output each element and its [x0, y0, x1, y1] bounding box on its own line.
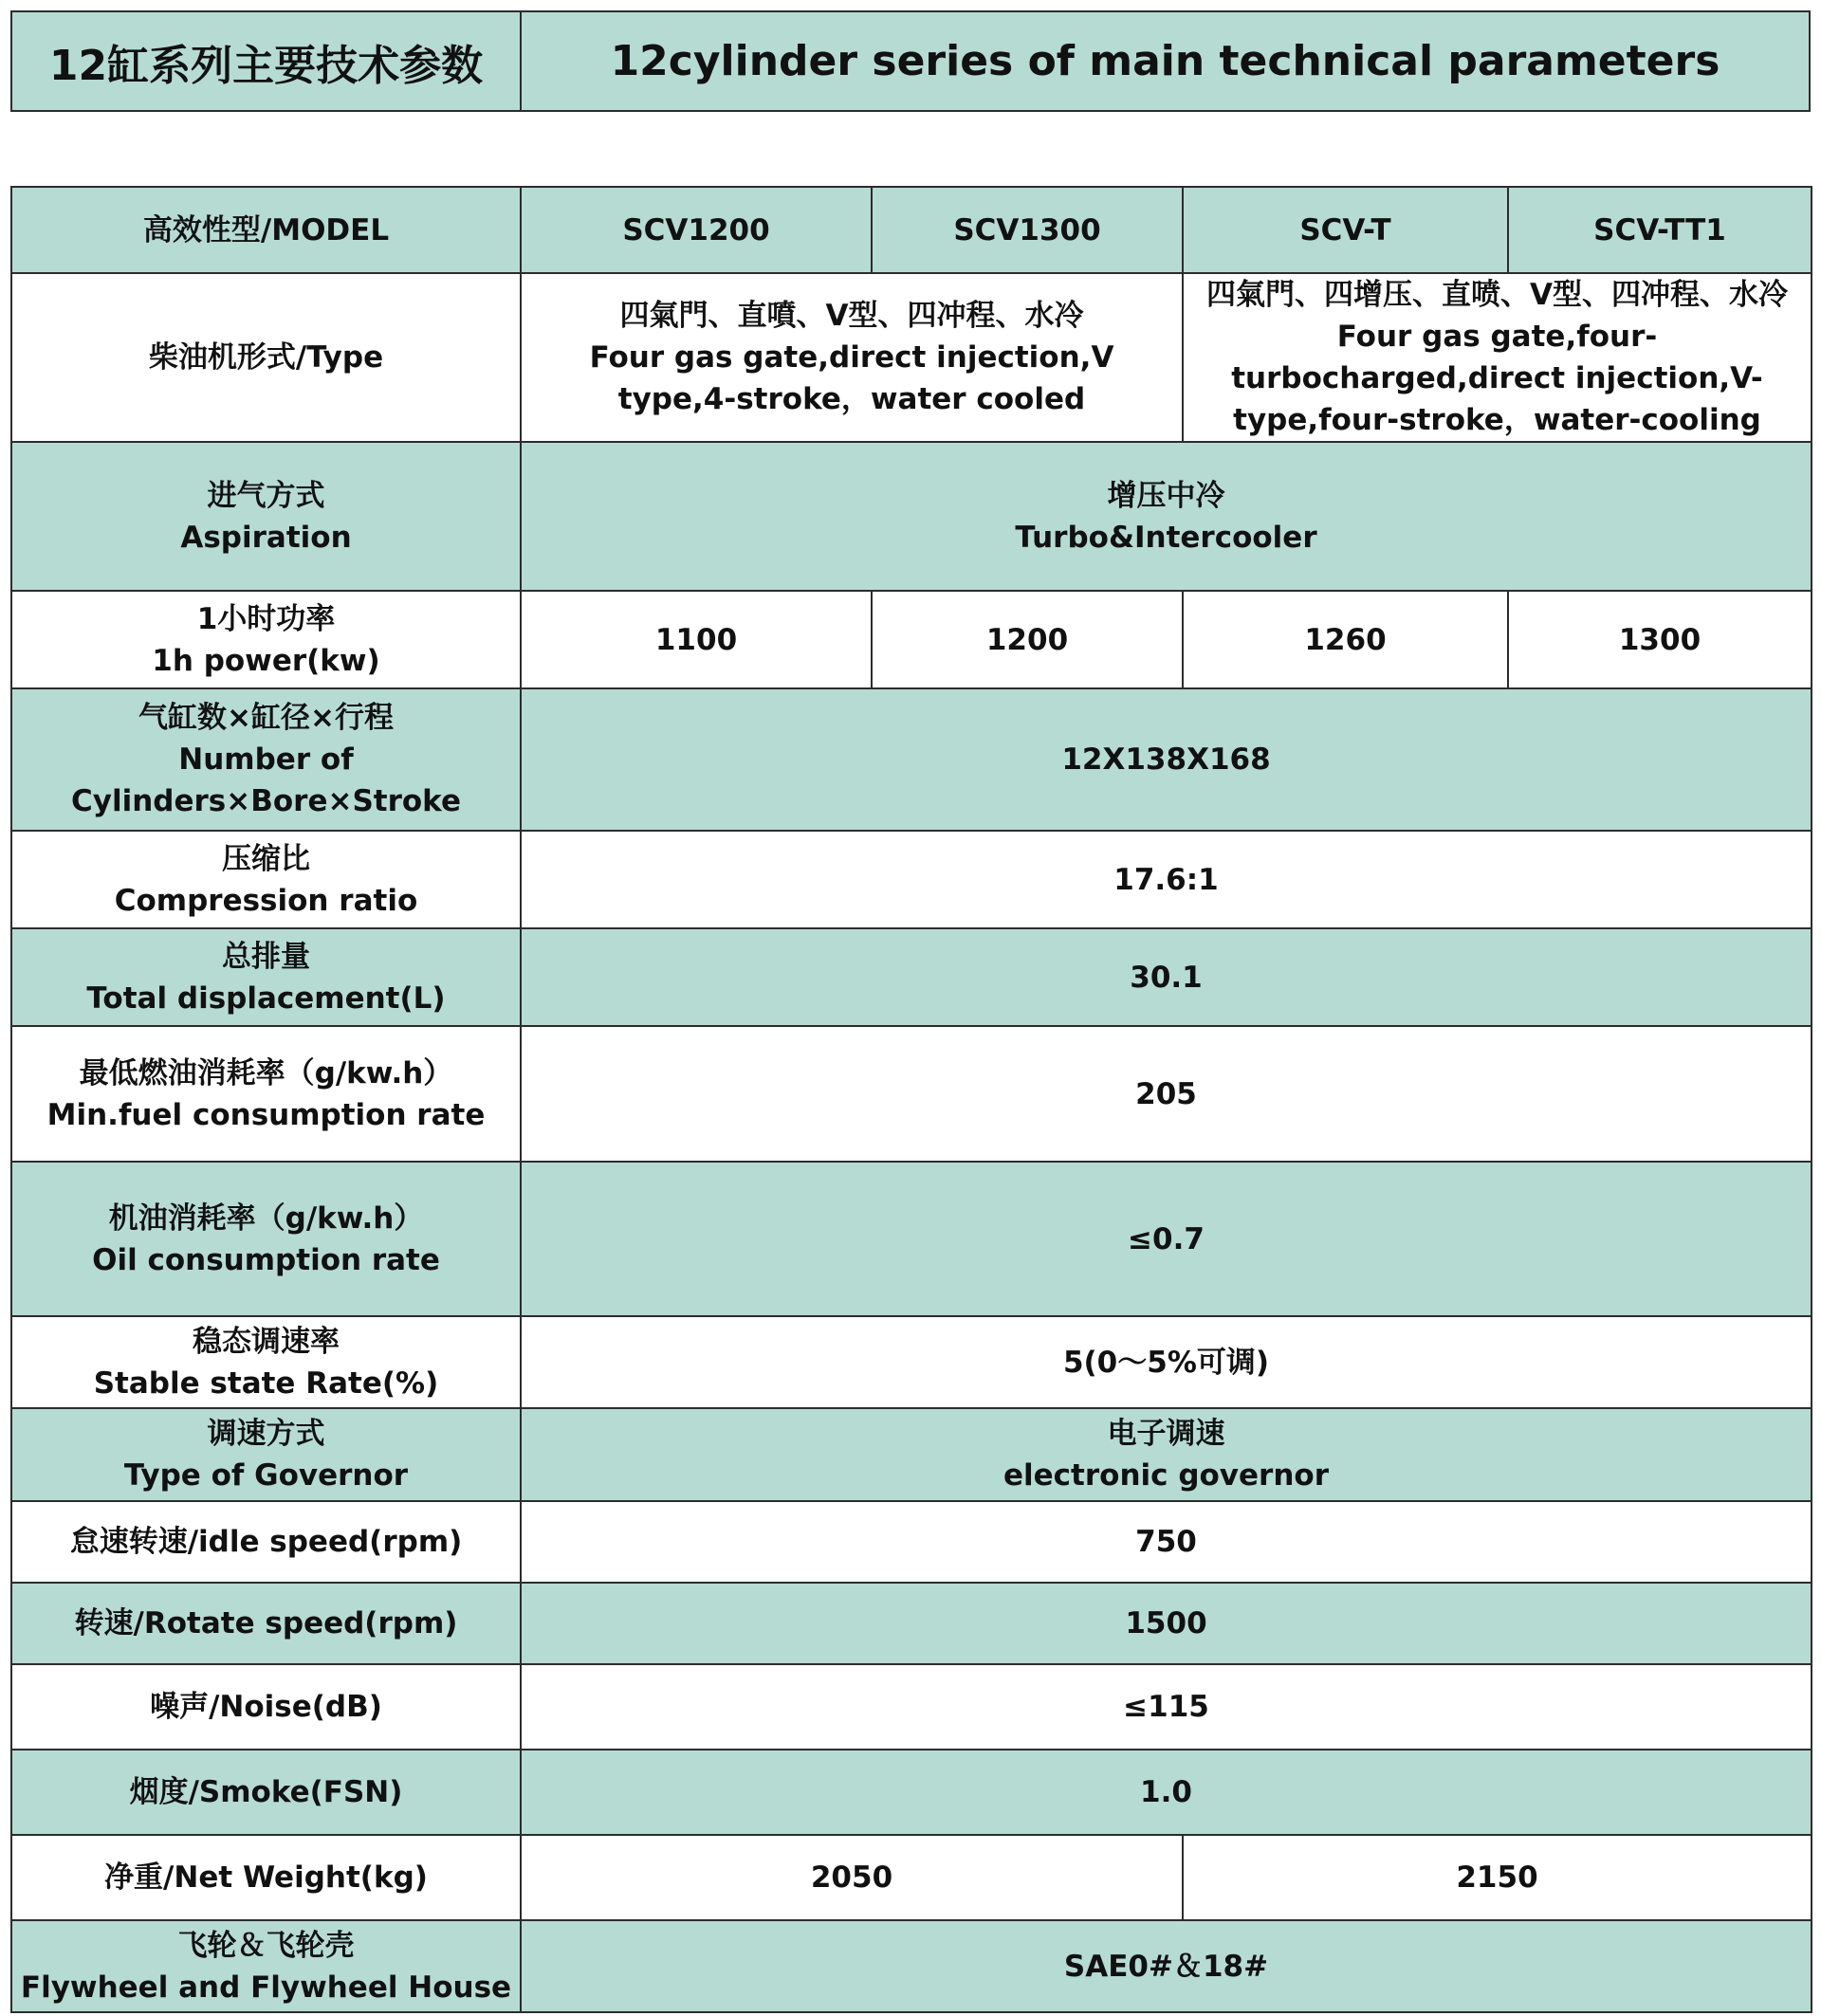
label-cylinders-en2: Cylinders×Bore×Stroke	[71, 784, 461, 818]
row-compression	[11, 831, 1812, 928]
value-oil: ≤0.7	[521, 1162, 1812, 1316]
value-smoke: 1.0	[521, 1750, 1812, 1835]
label-rotate: 转速/Rotate speed(rpm)	[11, 1583, 521, 1664]
label-aspiration-cn: 进气方式	[207, 478, 325, 513]
label-type: 柴油机形式/Type	[11, 273, 521, 442]
label-oil-en: Oil consumption rate	[92, 1242, 440, 1277]
row-noise	[11, 1664, 1812, 1750]
label-stable-cn: 稳态调速率	[193, 1324, 340, 1359]
row-type	[11, 273, 1812, 442]
model-scv1300: SCV1300	[872, 187, 1183, 273]
power-scv-tt1: 1300	[1508, 591, 1812, 688]
power-scv1300: 1200	[872, 591, 1183, 688]
label-power-en: 1h power(kw)	[152, 643, 380, 678]
label-noise: 噪声/Noise(dB)	[11, 1664, 521, 1750]
label-compression-cn: 压缩比	[222, 841, 310, 876]
label-weight: 净重/Net Weight(kg)	[11, 1835, 521, 1920]
value-cylinders: 12X138X168	[521, 688, 1812, 831]
label-displacement-en: Total displacement(L)	[86, 981, 446, 1016]
label-stable	[11, 1316, 521, 1408]
label-compression	[11, 831, 521, 928]
value-flywheel: SAE0#＆18#	[521, 1920, 1812, 2012]
row-rotate	[11, 1583, 1812, 1664]
label-cylinders-cn: 气缸数×缸径×行程	[138, 701, 394, 735]
type-group1	[521, 273, 1183, 442]
label-oil-cn: 机油消耗率（g/kw.h）	[108, 1200, 424, 1236]
label-smoke: 烟度/Smoke(FSN)	[11, 1750, 521, 1835]
type-group2-cn: 四氣門、四增压、直喷、V型、四冲程、水冷	[1206, 278, 1788, 312]
model-scv1200: SCV1200	[521, 187, 872, 273]
row-model	[11, 187, 1812, 273]
type-group1-cn: 四氣門、直噴、V型、四冲程、水冷	[619, 299, 1084, 333]
label-cylinders	[11, 688, 521, 831]
row-cylinders	[11, 688, 1812, 831]
label-aspiration-en: Aspiration	[180, 520, 352, 555]
title-english: 12cylinder series of main technical parameters	[610, 37, 1720, 85]
label-fuel-cn: 最低燃油消耗率（g/kw.h）	[79, 1055, 453, 1090]
model-scv-t: SCV-T	[1183, 187, 1508, 273]
label-power	[11, 591, 521, 688]
title-chinese: 12缸系列主要技术参数	[12, 12, 522, 110]
row-aspiration	[11, 442, 1812, 591]
value-aspiration	[521, 442, 1812, 591]
spec-table	[10, 186, 1812, 2013]
label-displacement	[11, 928, 521, 1026]
label-displacement-cn: 总排量	[222, 939, 310, 974]
title-banner	[10, 10, 1811, 112]
label-compression-en: Compression ratio	[114, 883, 418, 918]
row-governor	[11, 1408, 1812, 1501]
label-governor-en: Type of Governor	[123, 1458, 409, 1493]
label-flywheel-en: Flywheel and Flywheel House	[20, 1970, 512, 2005]
label-cylinders-en1: Number of	[178, 742, 354, 777]
label-flywheel	[11, 1920, 521, 2012]
value-compression: 17.6:1	[521, 831, 1812, 928]
value-aspiration-en: Turbo&Intercooler	[1015, 520, 1317, 555]
row-weight	[11, 1835, 1812, 1920]
row-fuel	[11, 1026, 1812, 1162]
value-noise: ≤115	[521, 1664, 1812, 1750]
row-oil	[11, 1162, 1812, 1316]
model-scv-tt1: SCV-TT1	[1508, 187, 1812, 273]
row-stable	[11, 1316, 1812, 1408]
weight-group1: 2050	[521, 1835, 1183, 1920]
power-scv-t: 1260	[1183, 591, 1508, 688]
label-stable-en: Stable state Rate(%)	[93, 1365, 439, 1401]
type-group2	[1183, 273, 1812, 442]
label-fuel-en: Min.fuel consumption rate	[46, 1097, 486, 1132]
weight-group2: 2150	[1183, 1835, 1812, 1920]
row-displacement	[11, 928, 1812, 1026]
type-group2-en: Four gas gate,four-turbocharged,direct injection,V-type,four-stroke，water-cooling	[1231, 320, 1763, 437]
value-governor	[521, 1408, 1812, 1501]
label-oil	[11, 1162, 521, 1316]
row-power	[11, 591, 1812, 688]
power-scv1200: 1100	[521, 591, 872, 688]
label-fuel	[11, 1026, 521, 1162]
label-idle: 怠速转速/idle speed(rpm)	[11, 1501, 521, 1583]
label-model: 高效性型/MODEL	[11, 187, 521, 273]
row-flywheel	[11, 1920, 1812, 2012]
type-group1-en: Four gas gate,direct injection,V type,4-stroke，water cooled	[589, 340, 1114, 416]
value-displacement: 30.1	[521, 928, 1812, 1026]
row-smoke	[11, 1750, 1812, 1835]
value-rotate: 1500	[521, 1583, 1812, 1664]
label-governor-cn: 调速方式	[207, 1417, 325, 1451]
value-fuel: 205	[521, 1026, 1812, 1162]
value-stable: 5(0～5%可调)	[521, 1316, 1812, 1408]
label-governor	[11, 1408, 521, 1501]
label-flywheel-cn: 飞轮＆飞轮壳	[177, 1928, 355, 1963]
value-governor-cn: 电子调速	[1107, 1417, 1225, 1451]
value-governor-en: electronic governor	[1003, 1458, 1329, 1493]
label-aspiration	[11, 442, 521, 591]
label-power-cn: 1小时功率	[196, 601, 336, 636]
value-idle: 750	[521, 1501, 1812, 1583]
value-aspiration-cn: 增压中冷	[1107, 478, 1225, 513]
row-idle	[11, 1501, 1812, 1583]
